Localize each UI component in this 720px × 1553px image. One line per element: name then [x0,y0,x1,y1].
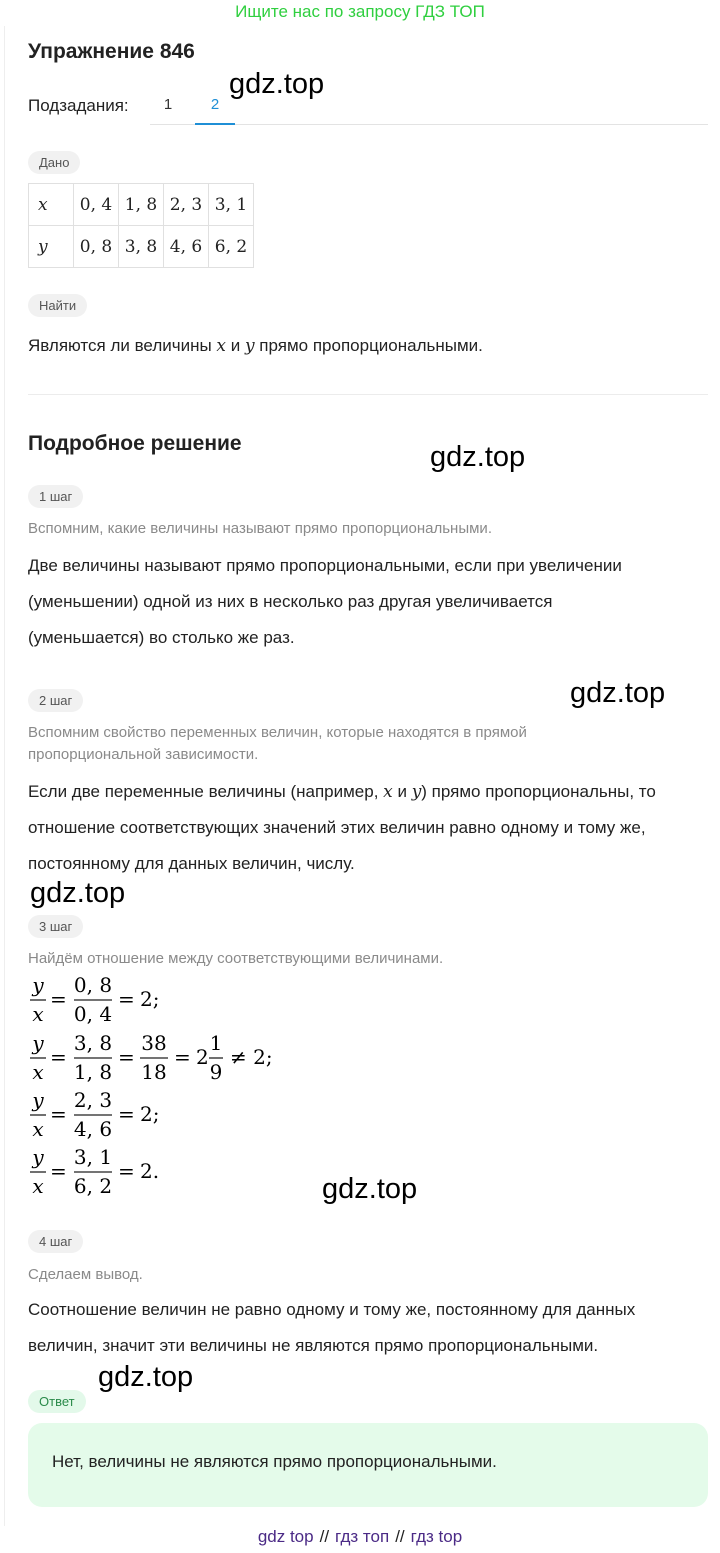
watermark: gdz.top [229,68,325,100]
footer-link[interactable]: гдз топ [335,1527,390,1546]
frac-den: 6, 2 [73,1174,113,1198]
equals-sign: = [50,1045,67,1069]
watermark: gdz.top [30,877,126,909]
frac-num: 1 [209,1031,223,1055]
table-cell: 0, 4 [74,184,119,226]
var-x: x [383,782,393,802]
equals-sign: = [50,1159,67,1183]
step-1-line: (уменьшении) одной из них в несколько раз другая увеличивается [28,592,553,611]
given-table [28,183,254,268]
equation-1 [28,972,428,1032]
step-1-line: (уменьшается) во столько же раз. [28,628,295,647]
step-1-hint: Вспомним, какие величины называют прямо пропорциональными. [28,520,492,537]
subtasks-label: Подзадания: [28,96,129,115]
equation-2 [28,1030,428,1090]
page-title: Упражнение 846 [28,40,195,63]
result: ≠ 2; [230,1045,273,1069]
equals-sign: = [118,1159,135,1183]
frac-den: x [32,1002,44,1026]
frac-num: 3, 1 [73,1145,113,1169]
frac-num: y [32,1088,44,1112]
mixed-whole: 2 [196,1045,209,1069]
text-part: ) прямо пропорциональны, то [421,782,656,801]
equals-sign: = [118,987,135,1011]
top-banner[interactable]: Ищите нас по запросу ГДЗ ТОП [235,2,485,21]
step-1-line: Две величины называют прямо пропорциональными, если при увеличении [28,556,622,575]
equals-sign: = [174,1045,191,1069]
frac-den: 9 [209,1060,223,1084]
watermark: gdz.top [430,441,526,473]
step-2-badge: 2 шаг [28,689,83,712]
frac-den: 18 [141,1060,167,1084]
answer-text: Нет, величины не являются прямо пропорциональными. [52,1452,497,1471]
watermark: gdz.top [322,1173,418,1205]
table-cell: 6, 2 [209,226,254,268]
table-cell: y [29,226,74,268]
step-2-line [28,774,718,810]
table-row [29,226,254,268]
result: 2. [140,1159,160,1183]
table-cell: 3, 1 [209,184,254,226]
frac-den: 4, 6 [73,1117,113,1141]
equals-sign: = [50,987,67,1011]
step-4-line: величин, значит эти величины не являются прямо пропорциональными. [28,1336,599,1355]
step-2-line: постоянному для данных величин, числу. [28,854,355,873]
step-2-hint: Вспомним свойство переменных величин, которые находятся в прямой [28,724,527,741]
frac-num: 38 [141,1031,167,1055]
subtask-tab-2[interactable]: 2 [210,96,220,113]
frac-num: 2, 3 [73,1088,113,1112]
step-2-hint: пропорциональной зависимости. [28,746,259,763]
solution-title: Подробное решение [28,432,242,455]
var-y: y [411,782,422,802]
equals-sign: = [118,1045,135,1069]
frac-num: 3, 8 [73,1031,113,1055]
result: 2; [140,987,160,1011]
frac-num: y [32,1145,44,1169]
var-x: x [216,336,227,356]
result: 2; [140,1102,160,1126]
step-1-badge: 1 шаг [28,485,83,508]
find-text-part: прямо пропорциональными. [254,336,483,355]
active-tab-indicator [195,123,235,125]
frac-num: y [32,1031,44,1055]
frac-num: 0, 8 [73,973,113,997]
equals-sign: = [118,1102,135,1126]
answer-badge: Ответ [28,1390,86,1413]
footer-separator: // [395,1527,405,1546]
table-cell: 1, 8 [119,184,164,226]
find-text [28,328,718,364]
footer-separator: // [319,1527,330,1546]
frac-den: 1, 8 [73,1060,113,1084]
table-cell: 0, 8 [74,226,119,268]
step-4-badge: 4 шаг [28,1230,83,1253]
watermark: gdz.top [98,1361,194,1393]
footer-links [0,1527,720,1547]
section-divider [28,394,708,395]
text-part: и [392,782,412,801]
watermark: gdz.top [570,677,666,709]
footer-link[interactable]: gdz top [257,1527,314,1546]
footer-link[interactable]: гдз top [410,1527,463,1546]
frac-den: x [32,1060,44,1084]
equation-3 [28,1087,428,1147]
text-part: Если две переменные величины (например, [28,782,384,801]
given-badge: Дано [28,151,80,174]
find-badge: Найти [28,294,87,317]
step-3-badge: 3 шаг [28,915,83,938]
step-4-hint: Сделаем вывод. [28,1266,143,1283]
step-2-line: отношение соответствующих значений этих величин равно одному и тому же, [28,818,646,837]
frac-den: x [32,1174,44,1198]
equals-sign: = [50,1102,67,1126]
table-cell: 2, 3 [164,184,209,226]
subtask-tab-1[interactable]: 1 [163,96,173,113]
step-4-line: Соотношение величин не равно одному и тому же, постоянному для данных [28,1300,636,1319]
table-cell: x [29,184,74,226]
table-cell: 4, 6 [164,226,209,268]
step-3-hint: Найдём отношение между соответствующими величинами. [28,950,444,967]
table-cell: 3, 8 [119,226,164,268]
find-text-part: и [226,336,245,355]
var-y: y [244,336,255,356]
frac-den: 0, 4 [73,1002,113,1026]
frac-num: y [32,973,44,997]
table-row [29,184,254,226]
frac-den: x [32,1117,44,1141]
find-text-part: Являются ли величины [28,336,217,355]
